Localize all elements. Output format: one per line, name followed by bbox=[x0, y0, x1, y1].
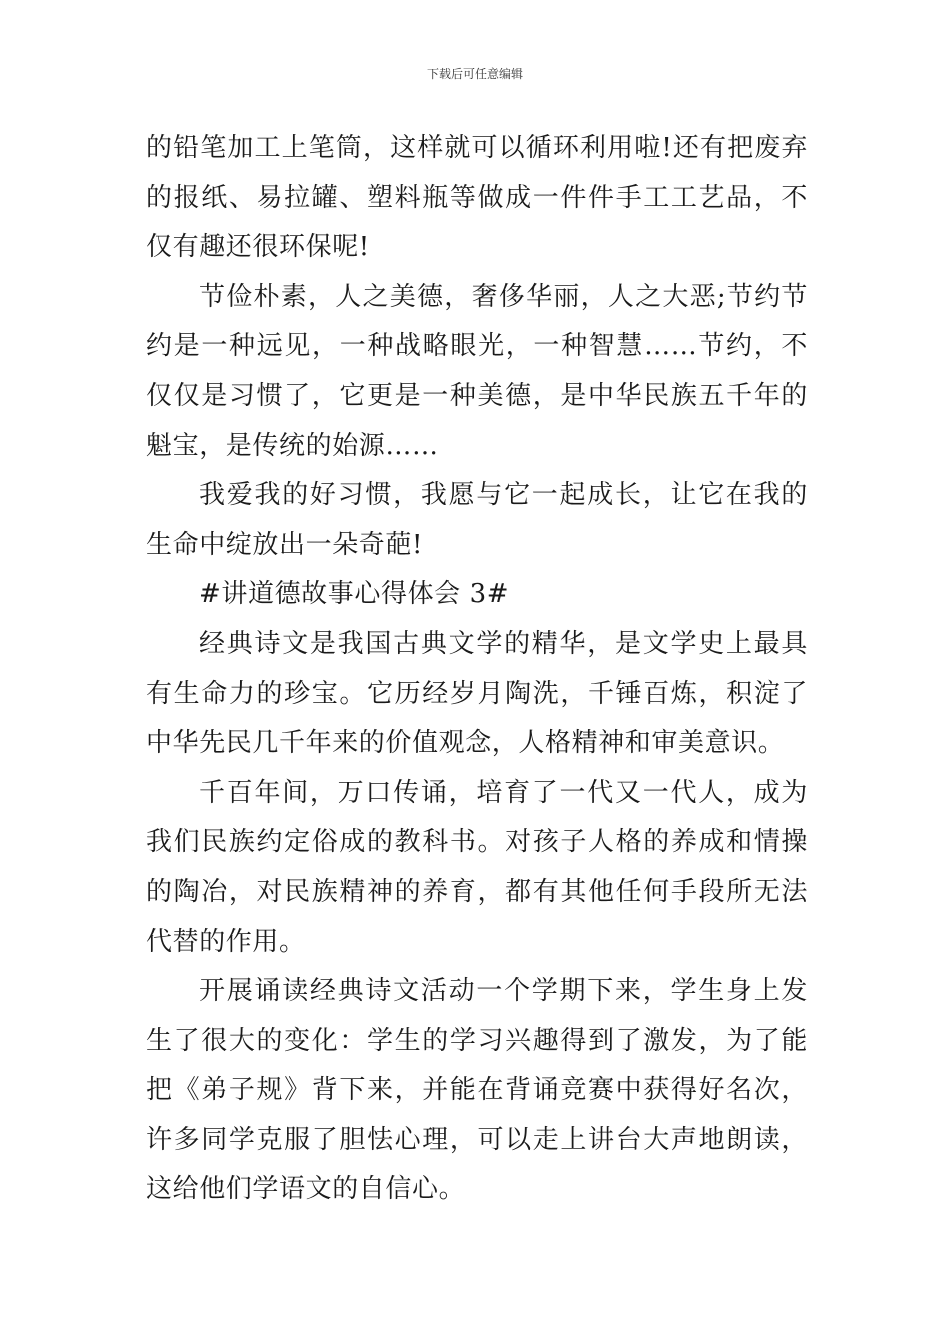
section-heading: #讲道德故事心得体会 3# bbox=[199, 579, 510, 610]
document-body bbox=[146, 124, 808, 1215]
paragraph-continuation: 的铅笔加工上笔筒，这样就可以循环利用啦!还有把废弃的报纸、易拉罐、塑料瓶等做成一件件手工工艺品，不仅有趣还很环保呢! bbox=[146, 133, 808, 263]
paragraph: 千百年间，万口传诵，培育了一代又一代人，成为我们民族约定俗成的教科书。对孩子人格的养成和情操的陶冶，对民族精神的养育，都有其他任何手段所无法代替的作用。 bbox=[146, 777, 808, 957]
paragraph: 节俭朴素，人之美德，奢侈华丽，人之大恶;节约节约是一种远见，一种战略眼光，一种智慧……节约，不仅仅是习惯了，它更是一种美德，是中华民族五千年的魁宝，是传统的始源…… bbox=[146, 281, 808, 461]
paragraph: 我爱我的好习惯，我愿与它一起成长，让它在我的生命中绽放出一朵奇葩! bbox=[146, 480, 808, 560]
paragraph: 经典诗文是我国古典文学的精华，是文学史上最具有生命力的珍宝。它历经岁月陶洗，千锤百炼，积淀了中华先民几千年来的价值观念，人格精神和审美意识。 bbox=[146, 628, 808, 759]
page-header: 下载后可任意编辑 bbox=[426, 67, 523, 81]
paragraph: 开展诵读经典诗文活动一个学期下来，学生身上发生了很大的变化：学生的学习兴趣得到了激发，为了能把《弟子规》背下来，并能在背诵竞赛中获得好名次，许多同学克服了胆怯心理，可以走上讲台大声地朗读，这给他们学语文的自信心。 bbox=[146, 976, 808, 1205]
